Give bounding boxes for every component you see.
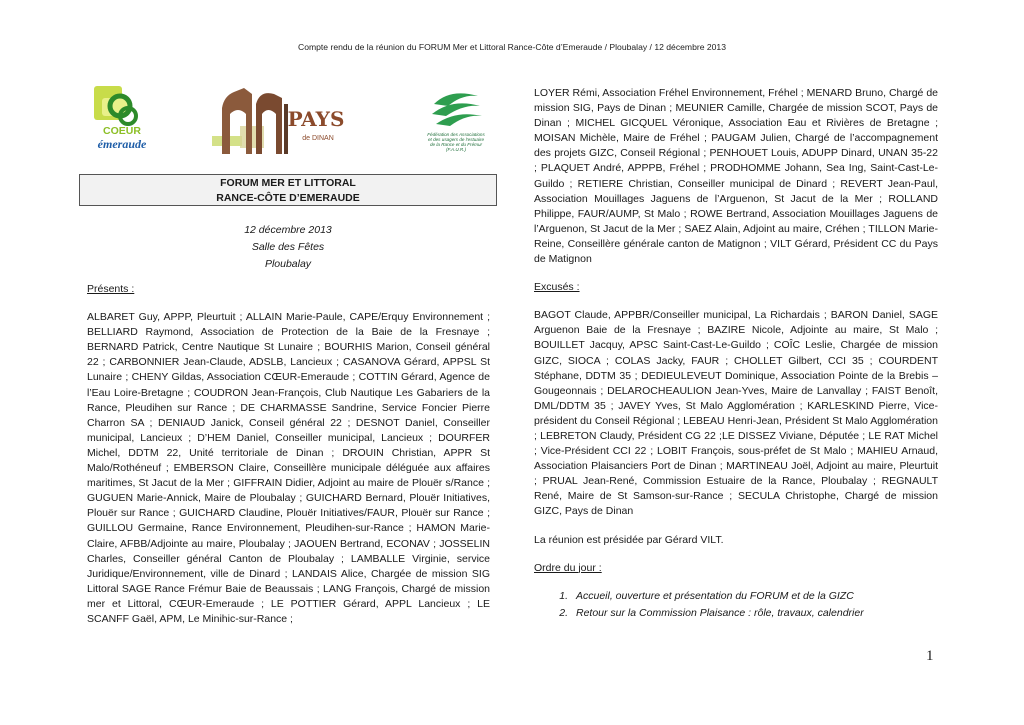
pays-de-dinan-logo (212, 84, 352, 162)
document-title-line2: RANCE-CÔTE D’EMERAUDE (216, 192, 360, 204)
left-column (87, 282, 490, 627)
agenda-item-text: Accueil, ouverture et présentation du FORUM et de la GIZC (576, 589, 854, 602)
presents-label: Présents : (87, 283, 135, 295)
meeting-date: 12 décembre 2013 (244, 224, 332, 236)
coeur-logo-line1: COEUR (103, 125, 141, 137)
agenda-item (534, 606, 938, 621)
meeting-town: Ploubalay (264, 258, 312, 270)
agenda-item (534, 589, 938, 604)
faur-logo (426, 84, 486, 154)
presents-list-part2: LOYER Rémi, Association Fréhel Environnement, Fréhel ; MENARD Bruno, Chargé de mission SIG, Pays de Dinan ; MEUNIER Camille, Chargée de mission SCOT, Pays de Dinan ; MICHEL GICQUEL Véronique, Association Eau et Rivières de Bretagne ; MOISAN Michèle, Maire de Fréhel ; PAUGAM Julien, Chargé de l’accompagnement des projets GIZC, Conseil Régional ; PENHOUET Louis, ADUPP Dinard, UNAN 35-22 ; PLAQUET André, APPPB, Fréhel ; PRODHOMME Johann, Sea Ing, Saint-Cast-Le-Guildo ; RETIERE Christian, Conseiller municipal de Dinard ; REVERT Jean-Paul, Association Mouillages Jaguens de l’Arguenon, St Jacut de la Mer ; ROLLAND Philippe, FAUR/AUMP, St Malo ; ROWE Bertrand, Association Mouillages Jaguens de l’Arguenon, St Jacut de la Mer ; SAEZ Alain, Adjoint au maire, Créhen ; TILLON Marie-Reine, Conseillère générale canton de Matignon ; VILT Gérard, Président CC du Pays de Matignon (534, 87, 938, 266)
excuses-list: BAGOT Claude, APPBR/Conseiller municipal, La Richardais ; BARON Daniel, SAGE Arguenon Baie de la Fresnaye ; BAZIRE Nicole, Adjointe au maire, St Malo ; BOUILLET Jacquy, APSC Saint-Cast-Le-Guildo ; COÎC Leslie, Chargée de mission GIZC, SIOCA ; COLAS Jacky, FAUR ; CHOLLET Gilbert, CCI 35 ; COURDENT Stéphane, DDTM 35 ; DEDIEULEVEUT Dominique, Association Pointe de la Brebis – Gougeonnais ; DELAROCHEAULION Jean-Yves, Maire de Lanvallay ; FAIST Benoît, DML/DDTM 35 ; JAVEY Yves, St Malo Agglomération ; KARLESKIND Pierre, Vice-président du Conseil Régional ; LEBEAU Henri-Jean, Président St Malo Agglomération ; LEBRETON Claudy, Président CG 22 ;LE DISSEZ Viviane, Députée ; LE RAT Michel ; Vice-Président CCI 22 ; LOBIT François, sous-préfet de St Malo ; MAHIEU Arnaud, Association Plaisanciers Port de Dinan ; MARTINEAU Joël, Adjoint au maire, Pleurtuit ; PRUAL Jean-René, Commission Estuaire de la Rance, Ploubalay ; REGNAULT René, Maire de St Samson-sur-Rance ; SECULA Christophe, Chargé de mission GIZC, Pays de Dinan (534, 309, 938, 518)
meeting-venue: Salle des Fêtes (251, 241, 325, 253)
faur-emblem-icon (426, 84, 486, 132)
coeur-logo-line2: émeraude (97, 137, 147, 151)
presidence-text: La réunion est présidée par Gérard VILT. (534, 533, 724, 546)
document-title-box (79, 174, 497, 206)
document-title-line1: FORUM MER ET LITTORAL (220, 177, 356, 189)
right-column (534, 86, 938, 623)
pays-logo-line2: de DINAN (302, 135, 334, 142)
ordre-du-jour-label: Ordre du jour : (534, 561, 602, 574)
page-number: 1 (926, 648, 934, 664)
agenda-item-number: 2. (559, 606, 568, 619)
pays-logo-line1: PAYS (287, 107, 345, 131)
coeur-emeraude-logo (88, 84, 156, 156)
pays-de-dinan-emblem-icon (212, 84, 352, 162)
agenda-item-number: 1. (559, 589, 568, 602)
excuses-label: Excusés : (534, 281, 580, 294)
presents-list-part1: ALBARET Guy, APPP, Pleurtuit ; ALLAIN Marie-Paule, CAPE/Erquy Environnement ; BELLIARD Raymond, Association de Protection de la Baie de la Fresnaye ; BERNARD Patrick, Centre Nautique St Lunaire ; BOURHIS Marion, Conseil général 22 ; CARBONNIER Jean-Claude, ADSLB, Lancieux ; CASANOVA Gérard, APPSL St Lunaire ; CHENY Gildas, Association CŒUR-Emeraude ; COTTIN Gérard, Agence de l’Eau Loire-Bretagne ; COUDRON Jean-François, Club Nautique Les Gabariers de la Rance, Pleudihen sur Rance ; DE CHARMASSE Sandrine, Service Foncier Pierre Charron SA ; DENIAUD Janick, Conseil général 22 ; DESNOT Daniel, Conseiller municipal, Lancieux ; D’HEM Daniel, Conseiller municipal, Lancieux ; DOURFER Michel, DDTM 22, Unité territoriale de Dinan ; DROUIN Christian, APPR St Malo/Rothéneuf ; EMBERSON Claire, Conseillère municipale déléguée aux affaires maritimes, St Jacut de la Mer ; GIFFRAIN Didier, Adjoint au maire de Plouër s/Rance ; GUGUEN Marie-Annick, Maire de Ploubalay ; GUICHARD Bernard, Plouër Initiatives, Plouër sur Rance ; GUICHARD Claudine, Plouër Initiatives/FAUR, Plouër sur Rance ; GUILLOU Germaine, Rance Environnement, Pleudihen-sur-Rance ; HAMON Marie-Claire, AFBB/Adjointe au maire, Ploubalay ; JAOUEN Bertrand, ECONAV ; JOSSELIN Charles, Conseiller général Canton de Ploubalay ; LAMBALLE Virginie, service Juridique/Environnement, ville de Dinard ; LANDAIS Alice, Chargée de mission SIG Littoral SAGE Rance Frémur Baie de Beaussais ; LANG François, Chargé de mission mer et Littoral, CŒUR-Emeraude ; LE POTTIER Gérard, APPL Lancieux ; LE SCANFF Gaël, APM, Le Minihic-sur-Rance ; (87, 311, 490, 625)
agenda-item-text: Retour sur la Commission Plaisance : rôle, travaux, calendrier (576, 606, 864, 619)
agenda-list (534, 589, 938, 621)
page-header: Compte rendu de la réunion du FORUM Mer et Littoral Rance-Côte d’Emeraude / Ploubalay / 12 décembre 2013 (297, 42, 726, 52)
meeting-meta (79, 222, 497, 273)
logo-row (88, 84, 498, 162)
coeur-emeraude-emblem-icon (88, 84, 156, 156)
faur-logo-caption: Fédération des Associations et des usagers de l'estuaire de la Rance et du Frémur (F.A.U.R.) (427, 132, 485, 152)
